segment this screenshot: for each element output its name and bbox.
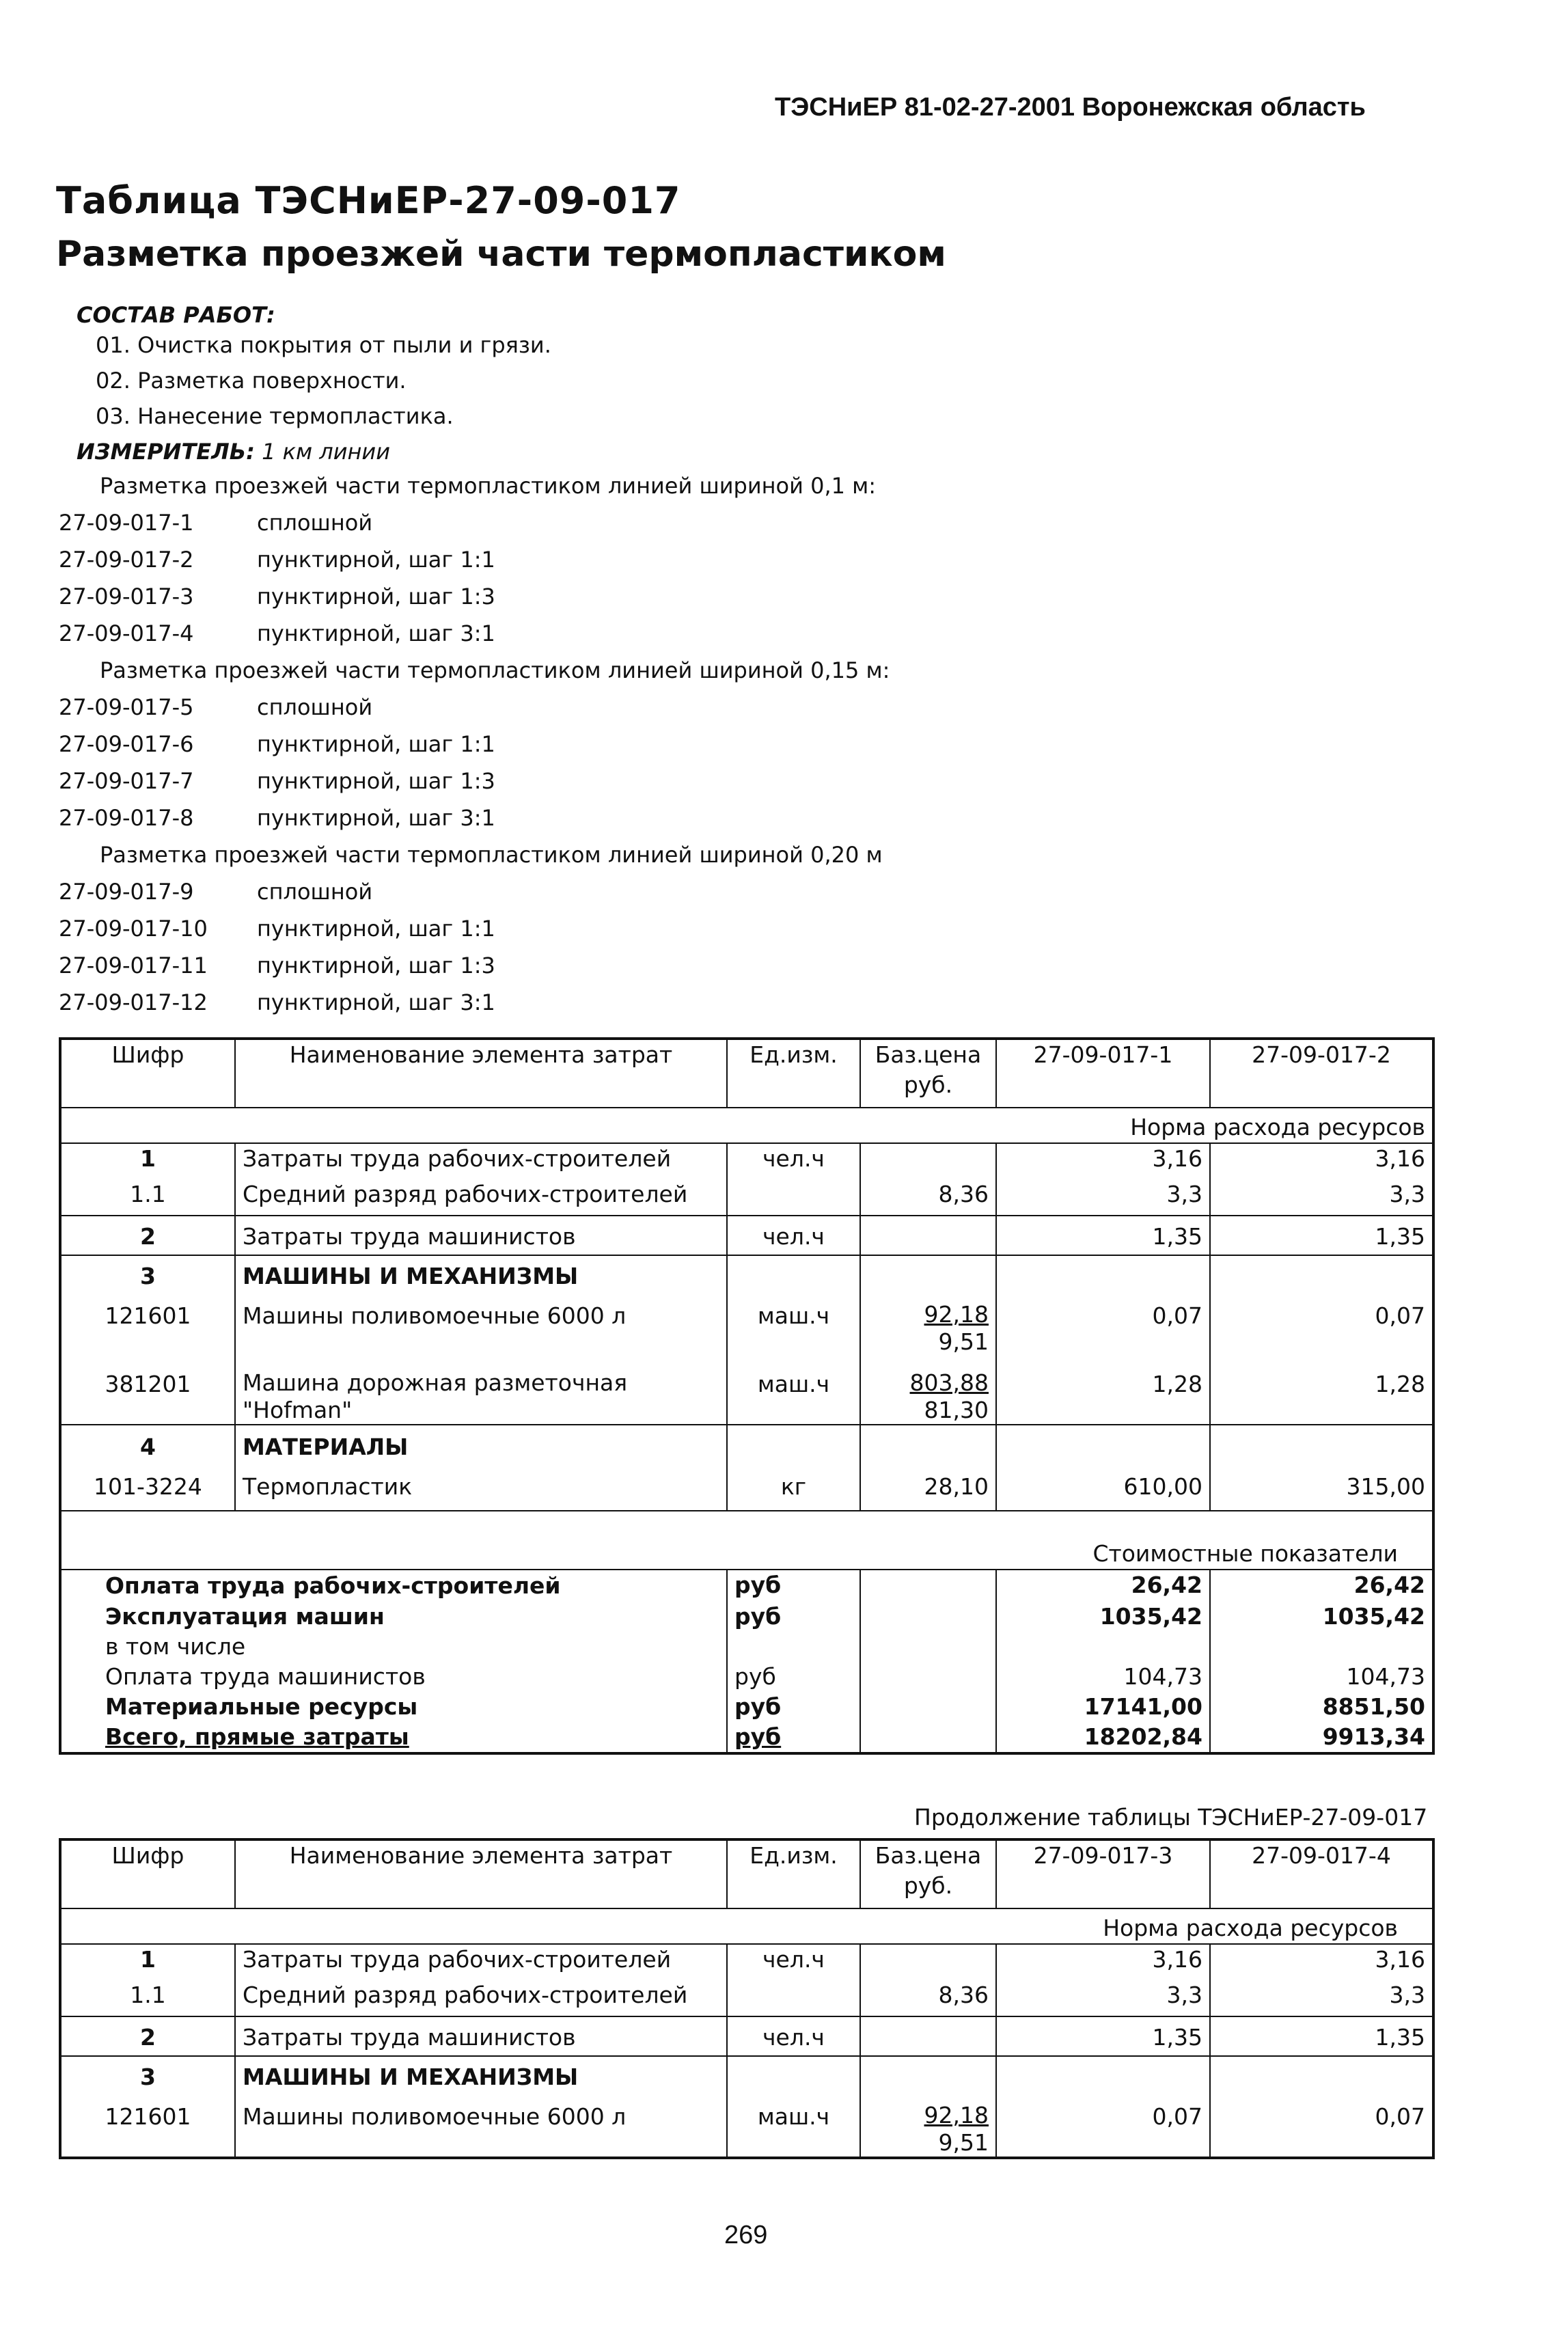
col-code1-header: 27-09-017-3 (996, 1839, 1210, 1908)
item-code: 27-09-017-2 (59, 547, 194, 573)
item-desc: сплошной (257, 510, 373, 536)
table-row: 101-3224 Термопластик кг 28,10 610,00 315,00 (60, 1462, 1433, 1511)
group-heading: Разметка проезжей части термопластиком линией шириной 0,20 м (100, 842, 883, 868)
table-row: 4 МАТЕРИАЛЫ (60, 1425, 1433, 1462)
item-desc: пунктирной, шаг 1:3 (257, 953, 495, 978)
col-code2-header: 27-09-017-4 (1210, 1839, 1433, 1908)
table-row: 2 Затраты труда машинистов чел.ч 1,35 1,35 (60, 1216, 1433, 1255)
resource-table-2 (59, 1838, 1435, 2159)
table-header-row (60, 1839, 1433, 1908)
table-subtitle: Разметка проезжей части термопластиком (56, 234, 946, 275)
summary-row: Оплата труда рабочих-строителей руб 26,42 26,42 (60, 1570, 1433, 1602)
item-code: 27-09-017-5 (59, 694, 194, 720)
item-code: 27-09-017-1 (59, 510, 194, 536)
summary-row: Материальные ресурсы руб 17141,00 8851,50 (60, 1692, 1433, 1722)
table-row: 1 Затраты труда рабочих-строителей чел.ч 3,16 3,16 (60, 1944, 1433, 1975)
item-code: 27-09-017-7 (59, 768, 194, 794)
meter-line (77, 439, 390, 465)
summary-row: Всего, прямые затраты руб 18202,84 9913,34 (60, 1722, 1433, 1753)
item-desc: сплошной (257, 879, 373, 905)
item-desc: пунктирной, шаг 3:1 (257, 620, 495, 646)
group-heading: Разметка проезжей части термопластиком линией шириной 0,1 м: (100, 473, 877, 499)
col-price-header: Баз.цена руб. (860, 1039, 996, 1108)
item-desc: пунктирной, шаг 1:1 (257, 916, 495, 942)
col-code-header: Шифр (60, 1839, 235, 1908)
resource-table-1 (59, 1037, 1435, 1755)
continuation-label: Продолжение таблицы ТЭСНиЕР-27-09-017 (914, 1804, 1428, 1831)
item-code: 27-09-017-8 (59, 805, 194, 831)
section-row (60, 1108, 1433, 1143)
section-row (60, 1908, 1433, 1944)
item-code: 27-09-017-6 (59, 731, 194, 757)
table-row: 3 МАШИНЫ И МЕХАНИЗМЫ (60, 2056, 1433, 2092)
col-code-header: Шифр (60, 1039, 235, 1108)
norm-label: Норма расхода ресурсов (60, 1908, 1433, 1944)
table-row: 381201 Машина дорожная разметочная "Hofman" маш.ч 803,88 81,30 1,28 1,28 (60, 1356, 1433, 1425)
group-heading: Разметка проезжей части термопластиком линией шириной 0,15 м: (100, 657, 890, 683)
work-item: 01. Очистка покрытия от пыли и грязи. (96, 332, 551, 358)
page-number: 269 (724, 2221, 768, 2249)
item-code: 27-09-017-4 (59, 620, 194, 646)
norm-label: Норма расхода ресурсов (60, 1108, 1433, 1143)
item-desc: пунктирной, шаг 1:1 (257, 547, 495, 573)
col-name-header: Наименование элемента затрат (235, 1039, 727, 1108)
section-row (60, 1511, 1433, 1570)
item-code: 27-09-017-9 (59, 879, 194, 905)
table-row: 1.1 Средний разряд рабочих-строителей 8,36 3,3 3,3 (60, 1174, 1433, 1216)
table-row: 2 Затраты труда машинистов чел.ч 1,35 1,35 (60, 2016, 1433, 2056)
summary-row: в том числе (60, 1632, 1433, 1662)
item-code: 27-09-017-10 (59, 916, 208, 942)
item-desc: сплошной (257, 694, 373, 720)
item-desc: пунктирной, шаг 1:3 (257, 768, 495, 794)
table-row: 1.1 Средний разряд рабочих-строителей 8,36 3,3 3,3 (60, 1975, 1433, 2016)
summary-row: Эксплуатация машин руб 1035,42 1035,42 (60, 1602, 1433, 1632)
meter-label: ИЗМЕРИТЕЛЬ: (77, 439, 255, 465)
item-desc: пунктирной, шаг 3:1 (257, 989, 495, 1015)
work-composition-label: СОСТАВ РАБОТ: (77, 302, 275, 328)
item-code: 27-09-017-12 (59, 989, 208, 1015)
item-desc: пунктирной, шаг 1:1 (257, 731, 495, 757)
col-code1-header: 27-09-017-1 (996, 1039, 1210, 1108)
col-price-header: Баз.цена руб. (860, 1839, 996, 1908)
cost-label: Стоимостные показатели (60, 1511, 1433, 1570)
table-row: 121601 Машины поливомоечные 6000 л маш.ч 92,18 9,51 0,07 0,07 (60, 2092, 1433, 2158)
table-header-row (60, 1039, 1433, 1108)
col-code2-header: 27-09-017-2 (1210, 1039, 1433, 1108)
table-title: Таблица ТЭСНиЕР-27-09-017 (56, 179, 681, 222)
col-name-header: Наименование элемента затрат (235, 1839, 727, 1908)
col-unit-header: Ед.изм. (727, 1039, 860, 1108)
col-unit-header: Ед.изм. (727, 1839, 860, 1908)
work-item: 03. Нанесение термопластика. (96, 403, 454, 429)
item-desc: пунктирной, шаг 3:1 (257, 805, 495, 831)
meter-value: 1 км линии (262, 439, 391, 465)
item-code: 27-09-017-3 (59, 584, 194, 610)
item-desc: пунктирной, шаг 1:3 (257, 584, 495, 610)
summary-row: Оплата труда машинистов руб 104,73 104,73 (60, 1662, 1433, 1692)
running-header: ТЭСНиЕР 81-02-27-2001 Воронежская область (775, 93, 1366, 122)
item-code: 27-09-017-11 (59, 953, 208, 978)
work-item: 02. Разметка поверхности. (96, 368, 407, 394)
table-row: 121601 Машины поливомоечные 6000 л маш.ч 92,18 9,51 0,07 0,07 (60, 1291, 1433, 1356)
table-row: 1 Затраты труда рабочих-строителей чел.ч 3,16 3,16 (60, 1143, 1433, 1174)
table-row: 3 МАШИНЫ И МЕХАНИЗМЫ (60, 1255, 1433, 1291)
